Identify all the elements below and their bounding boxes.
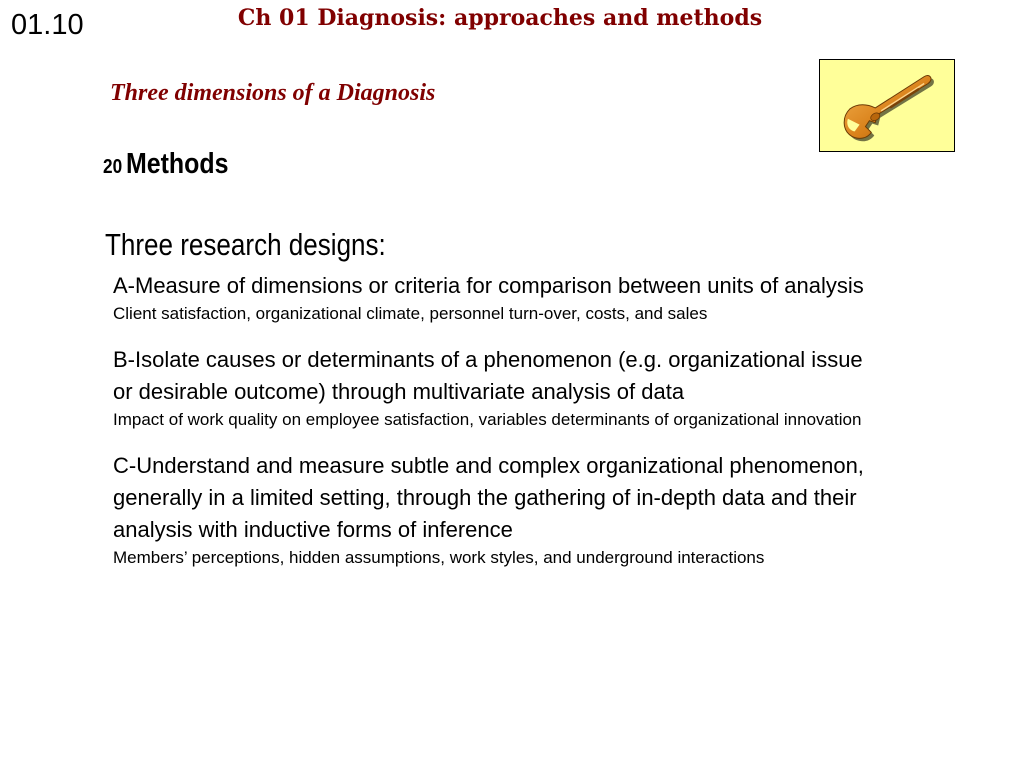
slide-number: 01.10 xyxy=(11,9,84,41)
design-example: Client satisfaction, organizational climate, personnel turn-over, costs, and sales xyxy=(113,304,708,323)
methods-label: Methods xyxy=(125,148,229,180)
designs-list xyxy=(113,270,883,570)
design-description: C-Understand and measure subtle and complex organizational phenomenon, generally in a limited setting, through the gathering of in-depth data and their analysis with inductive forms of inference xyxy=(113,453,864,542)
design-item-c xyxy=(113,450,883,570)
methods-heading xyxy=(103,146,228,187)
wrench-icon xyxy=(820,60,954,151)
design-description: B-Isolate causes or determinants of a phenomenon (e.g. organizational issue or desirable outcome) through multivariate analysis of data xyxy=(113,347,863,404)
chapter-title: Ch 01 Diagnosis: approaches and methods xyxy=(237,5,763,31)
methods-number: 20 xyxy=(103,156,123,178)
design-description: A-Measure of dimensions or criteria for comparison between units of analysis xyxy=(113,273,864,298)
design-example: Impact of work quality on employee satisfaction, variables determinants of organizational innovation xyxy=(113,410,862,429)
wrench-illustration xyxy=(819,59,955,152)
designs-heading: Three research designs: xyxy=(105,227,386,262)
section-title: Three dimensions of a Diagnosis xyxy=(110,80,436,106)
design-item-a xyxy=(113,270,883,326)
design-example: Members’ perceptions, hidden assumptions, work styles, and underground interactions xyxy=(113,548,765,567)
design-item-b xyxy=(113,344,883,432)
